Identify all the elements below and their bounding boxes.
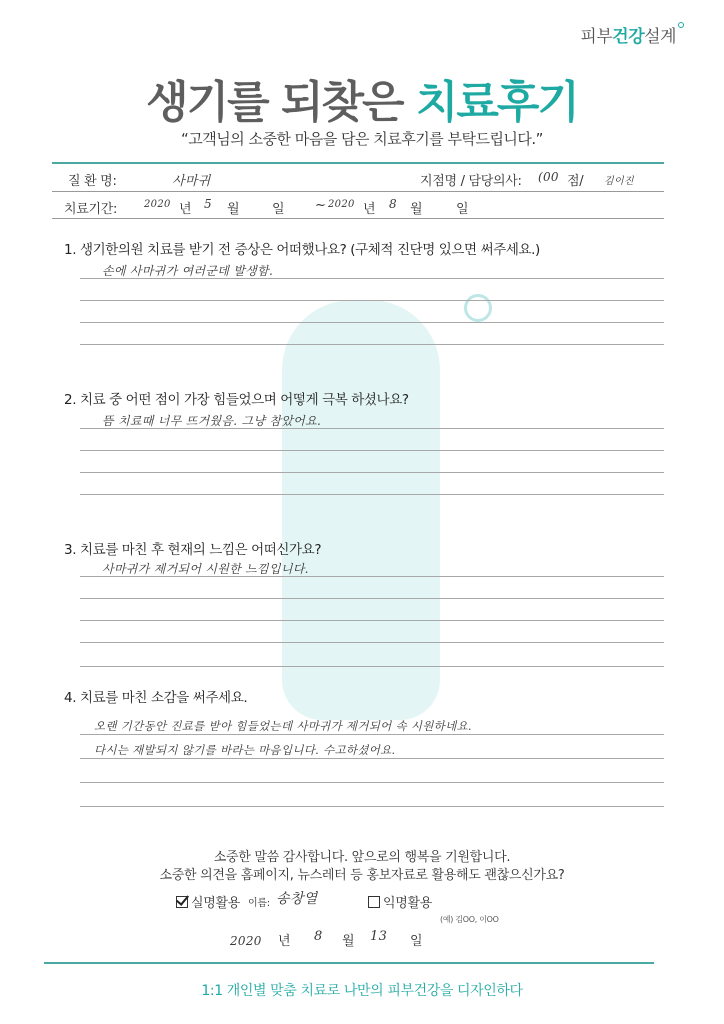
branch-label: 지점명 / 담당의사: — [420, 174, 522, 189]
info-top-line — [52, 162, 664, 164]
start-year: 2020 — [144, 199, 171, 210]
realname-option[interactable] — [176, 892, 240, 911]
answer-2-line-1: 뜸 치료때 너무 뜨거웠음. 그냥 참았어요. — [102, 414, 322, 428]
brand-logo — [580, 22, 684, 47]
start-year-unit: 년 — [179, 202, 192, 217]
answer-rule — [80, 598, 664, 599]
answer-rule — [80, 576, 664, 577]
answer-rule — [80, 620, 664, 621]
end-year: 2020 — [328, 199, 355, 210]
answer-rule — [80, 734, 664, 735]
date-month-unit: 월 — [342, 934, 355, 949]
answer-rule — [80, 344, 664, 345]
info-bottom-line — [52, 218, 664, 219]
date-month: 8 — [314, 929, 323, 944]
anon-option[interactable] — [368, 892, 432, 911]
disease-label: 질 환 명: — [68, 174, 117, 189]
answer-rule — [80, 450, 664, 451]
brand-accent: 건강 — [612, 27, 645, 47]
watermark-logo — [282, 300, 440, 720]
anon-label: 익명활용 — [383, 896, 433, 911]
end-month: 8 — [389, 197, 397, 211]
date-year: 2020 — [230, 934, 262, 948]
date-year-unit: 년 — [278, 934, 291, 949]
question-4: 4. 치료를 마친 소감을 써주세요. — [64, 690, 248, 706]
answer-rule — [80, 666, 664, 667]
date-day: 13 — [370, 929, 388, 944]
title-accent: 치료후기 — [415, 77, 578, 128]
realname-checkbox[interactable] — [176, 896, 188, 908]
watermark-ring — [464, 294, 492, 322]
page-subtitle: “고객님의 소중한 마음을 담은 치료후기를 부탁드립니다.” — [181, 130, 543, 148]
closing-thanks: 소중한 말씀 감사합니다. 앞으로의 행복을 기원합니다. — [213, 850, 511, 865]
start-month: 5 — [204, 197, 212, 211]
answer-1-line-1: 손에 사마귀가 여러군데 발생함. — [102, 264, 274, 278]
answer-rule — [80, 642, 664, 643]
example-note: (예) 김OO, 이OO — [440, 915, 499, 924]
closing-consent-question: 소중한 의견을 홈페이지, 뉴스레터 등 홍보자료로 활용해도 괜찮으신가요? — [159, 868, 565, 883]
end-month-unit: 월 — [410, 202, 423, 217]
question-2: 2. 치료 중 어떤 점이 가장 힘들었으며 어떻게 극복 하셨나요? — [64, 392, 409, 408]
name-label: 이름: — [248, 898, 270, 909]
name-value: 송창열 — [276, 891, 318, 907]
answer-3-line-1: 사마귀가 제거되어 시원한 느낌입니다. — [102, 562, 309, 576]
branch-suffix: 점/ — [567, 174, 584, 189]
doctor-value: 김이진 — [604, 176, 634, 187]
period-tilde: ~ — [315, 198, 326, 213]
period-label: 치료기간: — [64, 202, 118, 217]
answer-rule — [80, 758, 664, 759]
realname-label: 실명활용 — [191, 896, 241, 911]
question-1: 1. 생기한의원 치료를 받기 전 증상은 어떠했나요? (구체적 진단명 있으면 써주세요.) — [64, 242, 540, 258]
answer-rule — [80, 322, 664, 323]
answer-rule — [80, 782, 664, 783]
answer-4-line-2: 다시는 재발되지 않기를 바라는 마음입니다. 수고하셨어요. — [94, 743, 396, 757]
disease-value: 사마귀 — [172, 174, 211, 189]
answer-rule — [80, 278, 664, 279]
answer-rule — [80, 300, 664, 301]
footer-divider — [44, 962, 654, 964]
answer-rule — [80, 428, 664, 429]
date-day-unit: 일 — [410, 934, 423, 949]
brand-dot-icon — [678, 22, 684, 28]
footer-slogan: 1:1 개인별 맞춤 치료로 나만의 피부건강을 디자인하다 — [201, 983, 523, 999]
brand-suffix: 설계 — [644, 27, 676, 47]
question-3: 3. 치료를 마친 후 현재의 느낌은 어떠신가요? — [64, 542, 322, 558]
title-main: 생기를 되찾은 — [146, 77, 403, 128]
start-month-unit: 월 — [227, 202, 240, 217]
answer-rule — [80, 472, 664, 473]
info-mid-line — [52, 191, 664, 192]
brand-prefix: 피부 — [580, 27, 613, 47]
anon-checkbox[interactable] — [368, 896, 380, 908]
answer-rule — [80, 806, 664, 807]
start-day-unit: 일 — [272, 202, 285, 217]
answer-rule — [80, 494, 664, 495]
answer-4-line-1: 오랜 기간동안 진료를 받아 힘들었는데 사마귀가 제거되어 속 시원하네요. — [94, 719, 472, 733]
branch-value: (00 — [538, 170, 559, 184]
page-title — [0, 66, 724, 130]
end-day-unit: 일 — [456, 202, 469, 217]
end-year-unit: 년 — [363, 202, 376, 217]
